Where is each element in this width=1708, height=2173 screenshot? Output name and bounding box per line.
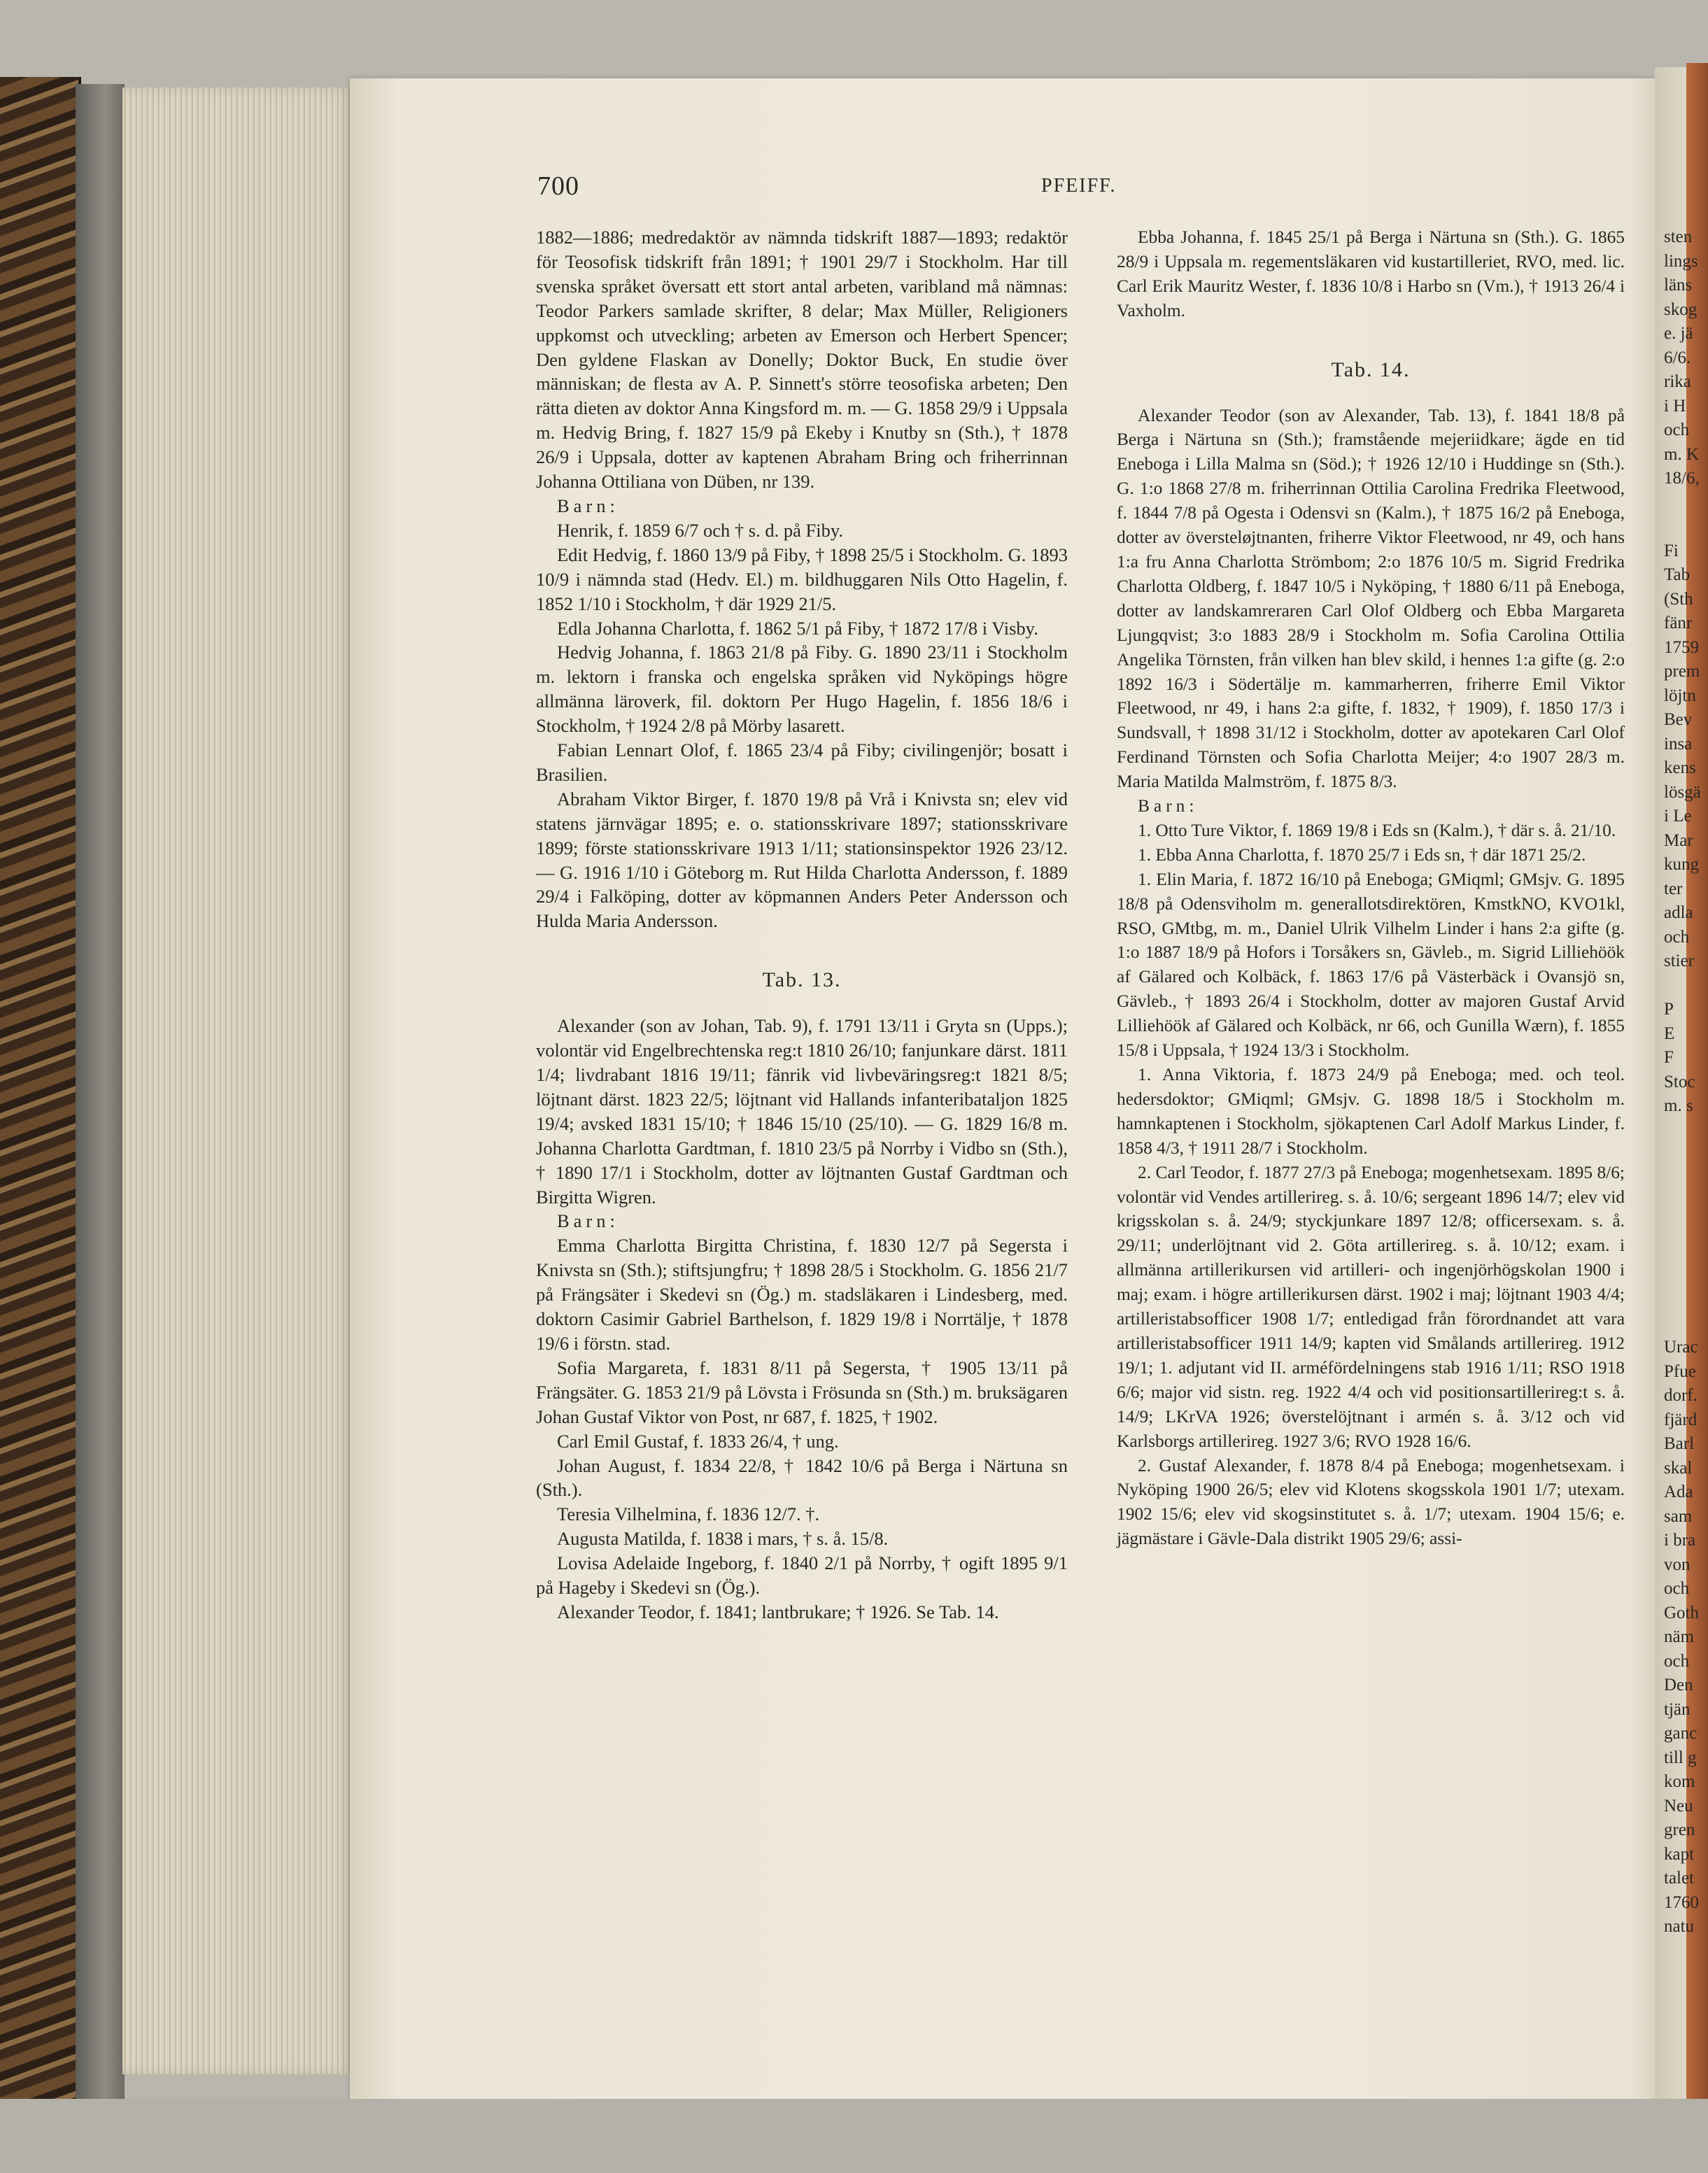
- section-heading: Tab. 14.: [1331, 358, 1411, 381]
- facing-page-line: tjän: [1664, 1699, 1691, 1719]
- facing-page-line: [1664, 1264, 1706, 1288]
- facing-page-line: Pfue: [1664, 1361, 1696, 1381]
- facing-page-line: Urac: [1664, 1338, 1698, 1357]
- page-edges: [122, 87, 353, 2074]
- facing-page-line: Neu: [1664, 1796, 1693, 1815]
- facing-page-line: och: [1664, 1651, 1690, 1671]
- facing-page-line: prem: [1664, 662, 1700, 681]
- facing-page-line: e. jä: [1664, 324, 1693, 343]
- facing-page-line: (Sth: [1664, 589, 1693, 609]
- facing-page-line: [1664, 491, 1706, 516]
- facing-page-line: Den: [1664, 1676, 1693, 1694]
- facing-page-line: lösgä: [1664, 782, 1701, 802]
- paragraph: Abraham Viktor Birger, f. 1870 19/8 på Vrå i Knivsta sn; elev vid statens järnvägar 1895; e. o. stationsskrivare 1897; stationsskrivare 1899; förste stationsskrivare 1913 1/11; stationsinspektor 1926 23/12. — G. 1916 1/10 i Göteborg m. Rut Hilda Charlotta Andersson, f. 1889 29/4 i Falköping, dotter av köpmannen Anders Peter Andersson och Hulda Maria Andersson.: [536, 788, 1068, 932]
- facing-page-line: Tab: [1664, 565, 1691, 584]
- facing-page-line: ganc: [1664, 1724, 1698, 1743]
- facing-page-line: F: [1664, 1048, 1674, 1067]
- paragraph: Augusta Matilda, f. 1838 i mars, † s. å. 15/8.: [557, 1528, 889, 1550]
- facing-page-line: sam: [1664, 1506, 1693, 1526]
- paragraph: 1. Anna Viktoria, f. 1873 24/9 på Eneboga; med. och teol. hedersdoktor; GMiqml; GMsjv. G. 1898 18/5 i Stockholm m. hamnkaptenen i Stockholm, sjökaptenen Carl Adolf Markus Linder, f. 1858 4/3, † 1911 28/7 i Stockholm.: [1117, 1065, 1625, 1158]
- facing-page-line: [1664, 1312, 1706, 1336]
- facing-page-line: [1664, 515, 1706, 539]
- facing-page-line: Barl: [1664, 1434, 1695, 1453]
- facing-page-line: [1664, 974, 1706, 998]
- paragraph: Carl Emil Gustaf, f. 1833 26/4, † ung.: [557, 1430, 839, 1452]
- facing-page-line: talet: [1664, 1869, 1695, 1888]
- facing-page-line: insa: [1664, 734, 1693, 753]
- paragraph: Alexander (son av Johan, Tab. 9), f. 1791 13/11 i Gryta sn (Upps.); volontär vid Engelbrechtenska reg:t 1810 26/10; fanjunkare därst. 1811 1/4; livdrabant 1816 19/11; fänrik vid livbeväringsreg:t 1821 8/5; löjtnant därst. 1823 22/5; löjtnant vid Hallands infanteribataljon 1825 19/4; avsked 1831 15/10; † 1846 15/10 (25/10). — G. 1829 16/8 m. Johanna Charlotta Gardtman, f. 1810 23/5 på Norrby i Vidbo sn (Sth.), † 1890 17/1 i Stockholm, dotter av löjtnanten Gustaf Gardtman och Birgitta Wigren.: [536, 1015, 1068, 1208]
- book-cover-left: [0, 77, 81, 2106]
- facing-page-line: m. s: [1664, 1096, 1693, 1115]
- facing-page-line: lings: [1664, 251, 1698, 271]
- children-label: Barn:: [557, 1210, 619, 1232]
- paragraph: Edla Johanna Charlotta, f. 1862 5/1 på Fiby, † 1872 17/8 i Visby.: [557, 617, 1038, 639]
- paragraph: Hedvig Johanna, f. 1863 21/8 på Fiby. G. 1890 23/11 i Stockholm m. lektorn i franska och engelska språken vid Nyköpings högre allmänna läroverk, fil. doktorn Per Hugo Hagelin, f. 1856 18/6 i Stockholm, † 1924 2/8 på Mörby lasarett.: [536, 642, 1068, 737]
- paragraph: Ebba Johanna, f. 1845 25/1 på Berga i Närtuna sn (Sth.). G. 1865 28/9 i Uppsala m. regementsläkaren vid kustartilleriet, RVO, med. lic. Carl Erik Mauritz Wester, f. 1836 10/8 i Harbo sn (Vm.), † 1913 26/4 i Vaxholm.: [1117, 227, 1625, 320]
- paragraph: 1882—1886; medredaktör av nämnda tidskrift 1887—1893; redaktör för Teosofisk tidskrift från 1891; † 1901 29/7 i Stockholm. Har till svenska språket översatt ett stort antal arbeten, varibland må nämnas: Teodor Parkers samlade skrifter, 8 delar; Max Müller, Religioners uppkomst och utveckling; arbeten av Emerson och Herbert Spencer; Den gyldene Flaskan av Donelly; Doktor Buck, En studie över människan; de flesta av A. P. Sinnett's större teosofiska arbeten; Den rätta dieten av doktor Anna Kingsford m. m. — G. 1858 29/9 i Uppsala m. Hedvig Bring, f. 1827 15/9 på Ekeby i Knutby sn (Sth.), † 1878 26/9 i Uppsala, dotter av kaptenen Abraham Bring och friherrinnan Johanna Ottiliana von Düben, nr 139.: [536, 227, 1068, 493]
- children-label: Barn:: [1138, 796, 1199, 816]
- left-column: [536, 225, 1068, 1625]
- facing-page-column: [1664, 225, 1706, 1939]
- facing-page-line: Goth: [1664, 1603, 1699, 1622]
- paragraph: Lovisa Adelaide Ingeborg, f. 1840 2/1 på Norrby, † ogift 1895 9/1 på Hageby i Skedevi sn (Ög.).: [536, 1552, 1068, 1599]
- facing-page-line: adla: [1664, 903, 1693, 922]
- paragraph: 1. Otto Ture Viktor, f. 1869 19/8 i Eds sn (Kalm.), † där s. å. 21/10.: [1138, 820, 1616, 840]
- facing-page-line: 1760: [1664, 1892, 1699, 1912]
- facing-page-line: Mar: [1664, 830, 1693, 850]
- facing-page-line: Fi: [1664, 541, 1679, 560]
- facing-page-line: 6/6.: [1664, 348, 1691, 367]
- facing-page-line: kung: [1664, 855, 1699, 874]
- facing-page-line: gren: [1664, 1820, 1695, 1839]
- facing-page-line: skog: [1664, 299, 1698, 319]
- facing-page-line: i H: [1664, 396, 1686, 416]
- facing-page-line: dorf.: [1664, 1386, 1698, 1405]
- paragraph: 2. Carl Teodor, f. 1877 27/3 på Eneboga; mogenhetsexam. 1895 8/6; volontär vid Vendes artillerireg. s. å. 10/6; sergeant 1896 14/7; elev vid krigsskolan s. å. 24/9; styckjunkare 1897 12/8; officersexam. s. å. 29/11; underlöjtnant vid 2. Göta artillerireg. s. å. 10/12; exam. i allmänna artillerikursen vid artilleri- och ingenjörhögskolan 1900 i maj; exam. i högre artillerikursen därst. 1902 i maj; löjtnant 1903 4/4; artilleristabsofficer 1908 1/7; entledigad från förordnandet att vara artilleristabsofficer 1911 14/9; kapten vid Smålands artillerireg. 1912 19/1; 1. adjutant vid II. arméfördelningens stab 1916 1/11; RSO 1918 6/6; major vid sistn. reg. 1922 4/4 och vid positionsartillerireg:t s. å. 14/9; LKrVA 1926; överstelöjtnant i armén s. å. 3/12 och vid Karlsborgs artillerireg. 1927 3/6; RVO 1928 16/6.: [1117, 1162, 1625, 1451]
- facing-page-line: skal: [1664, 1458, 1693, 1478]
- middle-column: [1117, 225, 1625, 1551]
- facing-page-line: [1664, 1215, 1706, 1240]
- facing-page-line: von: [1664, 1555, 1691, 1574]
- facing-page-line: och: [1664, 927, 1690, 947]
- facing-page-line: [1664, 1119, 1706, 1143]
- facing-page-line: ter: [1664, 879, 1683, 898]
- background-surface: [0, 2099, 1708, 2173]
- facing-page-line: 1759: [1664, 637, 1699, 657]
- page-number: 700: [537, 171, 579, 201]
- children-label: Barn:: [557, 495, 619, 516]
- facing-page-line: P: [1664, 1000, 1674, 1019]
- running-head: PFEIFF.: [1041, 175, 1117, 197]
- facing-page-line: [1664, 1287, 1706, 1312]
- facing-page-line: m. K: [1664, 444, 1699, 464]
- facing-page-line: fjärd: [1664, 1410, 1698, 1429]
- paragraph: Fabian Lennart Olof, f. 1865 23/4 på Fiby; civilingenjör; bosatt i Brasilien.: [536, 739, 1068, 785]
- facing-page-line: fänr: [1664, 614, 1693, 632]
- paragraph: 2. Gustaf Alexander, f. 1878 8/4 på Eneboga; mogenhetsexam. i Nyköping 1900 26/5; elev vid Klotens skogsskola 1901 1/7; utexam. 1902 15/6; elev vid skogsinstitutet s. å. 1/7; utexam. 1904 15/6; e. jägmästare i Gävle-Dala distrikt 1905 29/6; assi-: [1117, 1455, 1625, 1549]
- book-binding: [76, 84, 125, 2099]
- facing-page-line: 18/6,: [1664, 469, 1700, 488]
- facing-page-line: i bra: [1664, 1531, 1696, 1550]
- paragraph: Edit Hedvig, f. 1860 13/9 på Fiby, † 1898 25/5 i Stockholm. G. 1893 10/9 i nämnda stad (Hedv. El.) m. bildhuggaren Nils Otto Hagelin, f. 1852 1/10 i Stockholm, † där 1929 21/5.: [536, 544, 1068, 614]
- facing-page-line: [1664, 1142, 1706, 1167]
- paragraph: Sofia Margareta, f. 1831 8/11 på Segersta, † 1905 13/11 på Frängsäter. G. 1853 21/9 på Lövsta i Frösunda sn (Sth.) m. bruksägaren Johan Gustaf Viktor von Post, nr 687, f. 1825, † 1902.: [536, 1357, 1068, 1427]
- facing-page-line: Bev: [1664, 710, 1693, 729]
- facing-page-line: E: [1664, 1024, 1675, 1043]
- facing-page-line: Ada: [1664, 1482, 1693, 1501]
- facing-page-line: [1664, 1167, 1706, 1191]
- facing-page-line: näm: [1664, 1627, 1695, 1646]
- paragraph: 1. Ebba Anna Charlotta, f. 1870 25/7 i Eds sn, † där 1871 25/2.: [1138, 844, 1586, 865]
- facing-page-line: stier: [1664, 951, 1695, 970]
- facing-page-line: natu: [1664, 1917, 1695, 1936]
- paragraph: 1. Elin Maria, f. 1872 16/10 på Eneboga; GMiqml; GMsjv. G. 1895 18/8 på Odensviholm m. generallotsdirektören, KmstkNO, KVO1kl, RSO, GMtbg, m. m., Daniel Ulrik Vilhelm Linder i hans 2:a gifte (g. 1:o 1887 18/9 på Hofors i Torsåkers sn, Gävleb., m. Sigrid Lilliehöök af Gälared och Kolbäck, f. 1863 17/6 på Västerbäck i Ovansjö sn, Gävleb., † 1893 26/4 i Stockholm, dotter av majoren Gustaf Arvid Lilliehöök af Gälared och Kolbäck, nr 66, och Gunilla Wærn), f. 1855 15/8 i Uppsala, † 1924 13/3 i Stockholm.: [1117, 869, 1625, 1061]
- facing-page-line: rika: [1664, 372, 1691, 391]
- facing-page-line: och: [1664, 420, 1690, 439]
- facing-page-line: sten: [1664, 227, 1693, 246]
- facing-page-line: till g: [1664, 1748, 1697, 1767]
- facing-page-line: Stoc: [1664, 1072, 1695, 1091]
- paragraph: Henrik, f. 1859 6/7 och † s. d. på Fiby.: [557, 519, 843, 541]
- facing-page-line: och: [1664, 1579, 1690, 1598]
- paragraph: Alexander Teodor, f. 1841; lantbrukare; † 1926. Se Tab. 14.: [557, 1601, 999, 1622]
- facing-page-line: löjtn: [1664, 686, 1696, 705]
- facing-page-line: kom: [1664, 1772, 1695, 1791]
- facing-page-line: läns: [1664, 276, 1693, 295]
- facing-page-line: [1664, 1239, 1706, 1264]
- paragraph: Emma Charlotta Birgitta Christina, f. 1830 12/7 på Segersta i Knivsta sn (Sth.); stiftsjungfru; † 1898 28/5 i Stockholm. G. 1856 21/7 på Frängsäter i Skedevi sn (Ög.) m. stadsläkaren i Lindesberg, med. doktorn Casimir Gabriel Barthelson, f. 1829 19/8 i Norrtälje, † 1878 19/6 i förstn. stad.: [536, 1235, 1068, 1354]
- paragraph: Teresia Vilhelmina, f. 1836 12/7. †.: [557, 1503, 820, 1525]
- facing-page-line: i Le: [1664, 807, 1692, 826]
- facing-page-line: kens: [1664, 758, 1696, 777]
- section-heading: Tab. 13.: [762, 968, 842, 992]
- facing-page-line: kapt: [1664, 1844, 1695, 1864]
- paragraph: Alexander Teodor (son av Alexander, Tab. 13), f. 1841 18/8 på Berga i Närtuna sn (Sth.); framstående mejeriidkare; ägde en tid Eneboga i Lilla Malma sn (Söd.); † 1926 12/10 i Huddinge sn (Sth.). G. 1:o 1868 27/8 m. friherrinnan Ottilia Carolina Fredrika Fleetwood, f. 1844 7/8 på Ogesta i Odensvi sn (Kalm.), † 1875 16/2 på Eneboga, dotter av översteløjtnanten, friherre Viktor Fleetwood, nr 49, och hans 1:a fru Anna Charlotta Strömbom; 2:o 1876 10/5 m. Sigrid Fredrika Charlotta Oldberg, f. 1847 10/5 i Nyköping, † 1880 6/11 på Eneboga, dotter av landskamreraren Carl Olof Oldberg och Ebba Margareta Ljungqvist; 3:o 1883 28/9 i Stockholm m. Sofia Carolina Ottilia Angelika Törnsten, från vilken han blev skild, i hennes 1:a gifte (g. 2:o 1892 16/3 i Södertälje m. kammarherren, friherre Emil Viktor Fleetwood, nr 49, i hans 2:a gifte, f. 1832, † 1909), f. 1850 17/3 i Sundsvall, † 1898 31/12 i Stockholm, dotter av apotekaren Carl Olof Ferdinand Törnsten och Sofia Charlotta Meijer; 4:o 1907 28/3 m. Maria Matilda Malmström, f. 1875 8/3.: [1117, 405, 1625, 792]
- facing-page-line: [1664, 1191, 1706, 1215]
- paragraph: Johan August, f. 1834 22/8, † 1842 10/6 på Berga i Närtuna sn (Sth.).: [536, 1454, 1068, 1501]
